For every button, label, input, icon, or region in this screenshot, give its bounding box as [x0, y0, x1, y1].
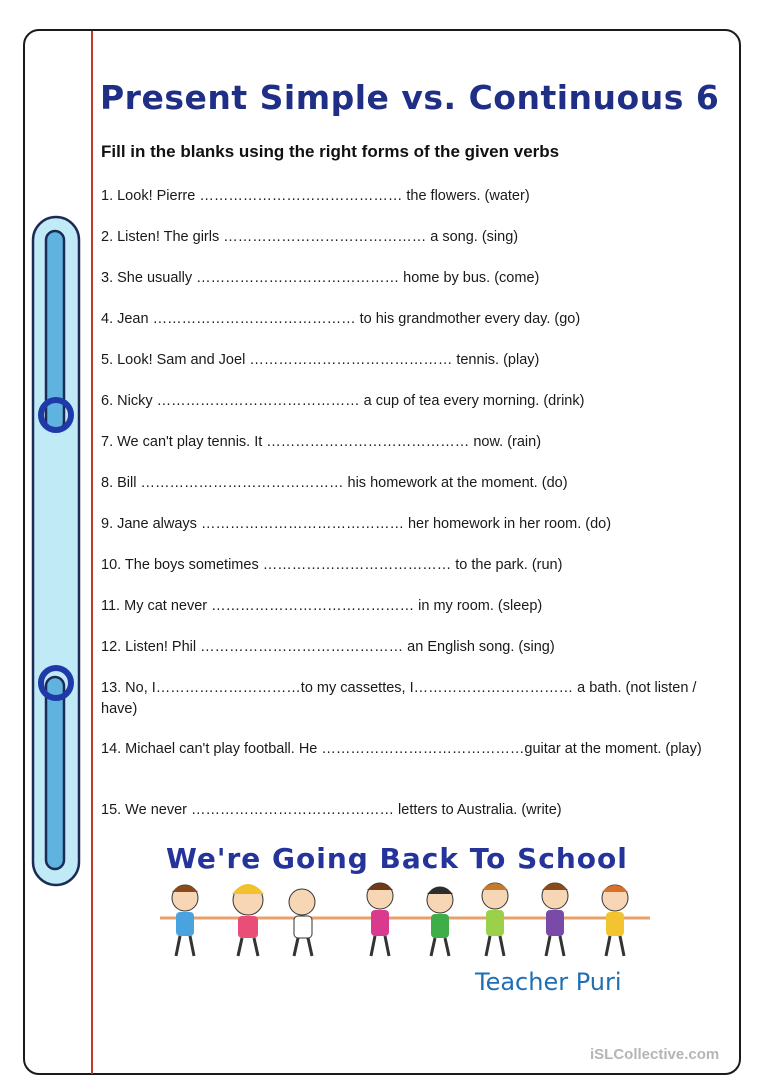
exercise-item: 6. Nicky …………………………………… a cup of tea every morning. (drink): [101, 393, 585, 409]
exercise-item: 1. Look! Pierre …………………………………… the flowers. (water): [101, 188, 530, 204]
exercise-item: 7. We can't play tennis. It …………………………………… now. (rain): [101, 434, 542, 450]
watermark: iSLCollective.com: [590, 1046, 720, 1063]
exercise-item: 10. The boys sometimes ………………………………… to the park. (run): [101, 557, 563, 573]
exercise-item: 9. Jane always …………………………………… her homework in her room. (do): [101, 516, 612, 532]
exercise-item: 4. Jean …………………………………… to his grandmother every day. (go): [101, 311, 581, 327]
exercise-item: 3. She usually …………………………………… home by bus. (come): [101, 270, 540, 286]
exercise-item: 5. Look! Sam and Joel …………………………………… tennis. (play): [101, 352, 540, 368]
exercise-item: 2. Listen! The girls …………………………………… a song. (sing): [101, 229, 519, 245]
exercise-list: [101, 186, 711, 841]
exercise-item: 12. Listen! Phil …………………………………… an English song. (sing): [101, 639, 555, 655]
kids-holding-hands-illustration: [150, 878, 660, 960]
exercise-item: 8. Bill …………………………………… his homework at the moment. (do): [101, 475, 568, 491]
back-to-school-banner: We're Going Back To School: [166, 842, 628, 875]
teacher-name: Teacher Puri: [475, 968, 622, 996]
exercise-item: 11. My cat never …………………………………… in my room. (sleep): [101, 598, 543, 614]
exercise-item: 15. We never …………………………………… letters to Australia. (write): [101, 802, 562, 818]
exercise-item: 13. No, I…………………………to my cassettes, I…………………………… a bath. (not listen / have): [101, 680, 697, 717]
binder-clip-icon: [30, 215, 82, 887]
instruction: Fill in the blanks using the right forms of the given verbs: [101, 142, 560, 161]
exercise-item: 14. Michael can't play football. He ……………………………………guitar at the moment. (play): [101, 741, 702, 757]
margin-line: [91, 31, 93, 1074]
worksheet-title: Present Simple vs. Continuous 6: [100, 78, 720, 117]
